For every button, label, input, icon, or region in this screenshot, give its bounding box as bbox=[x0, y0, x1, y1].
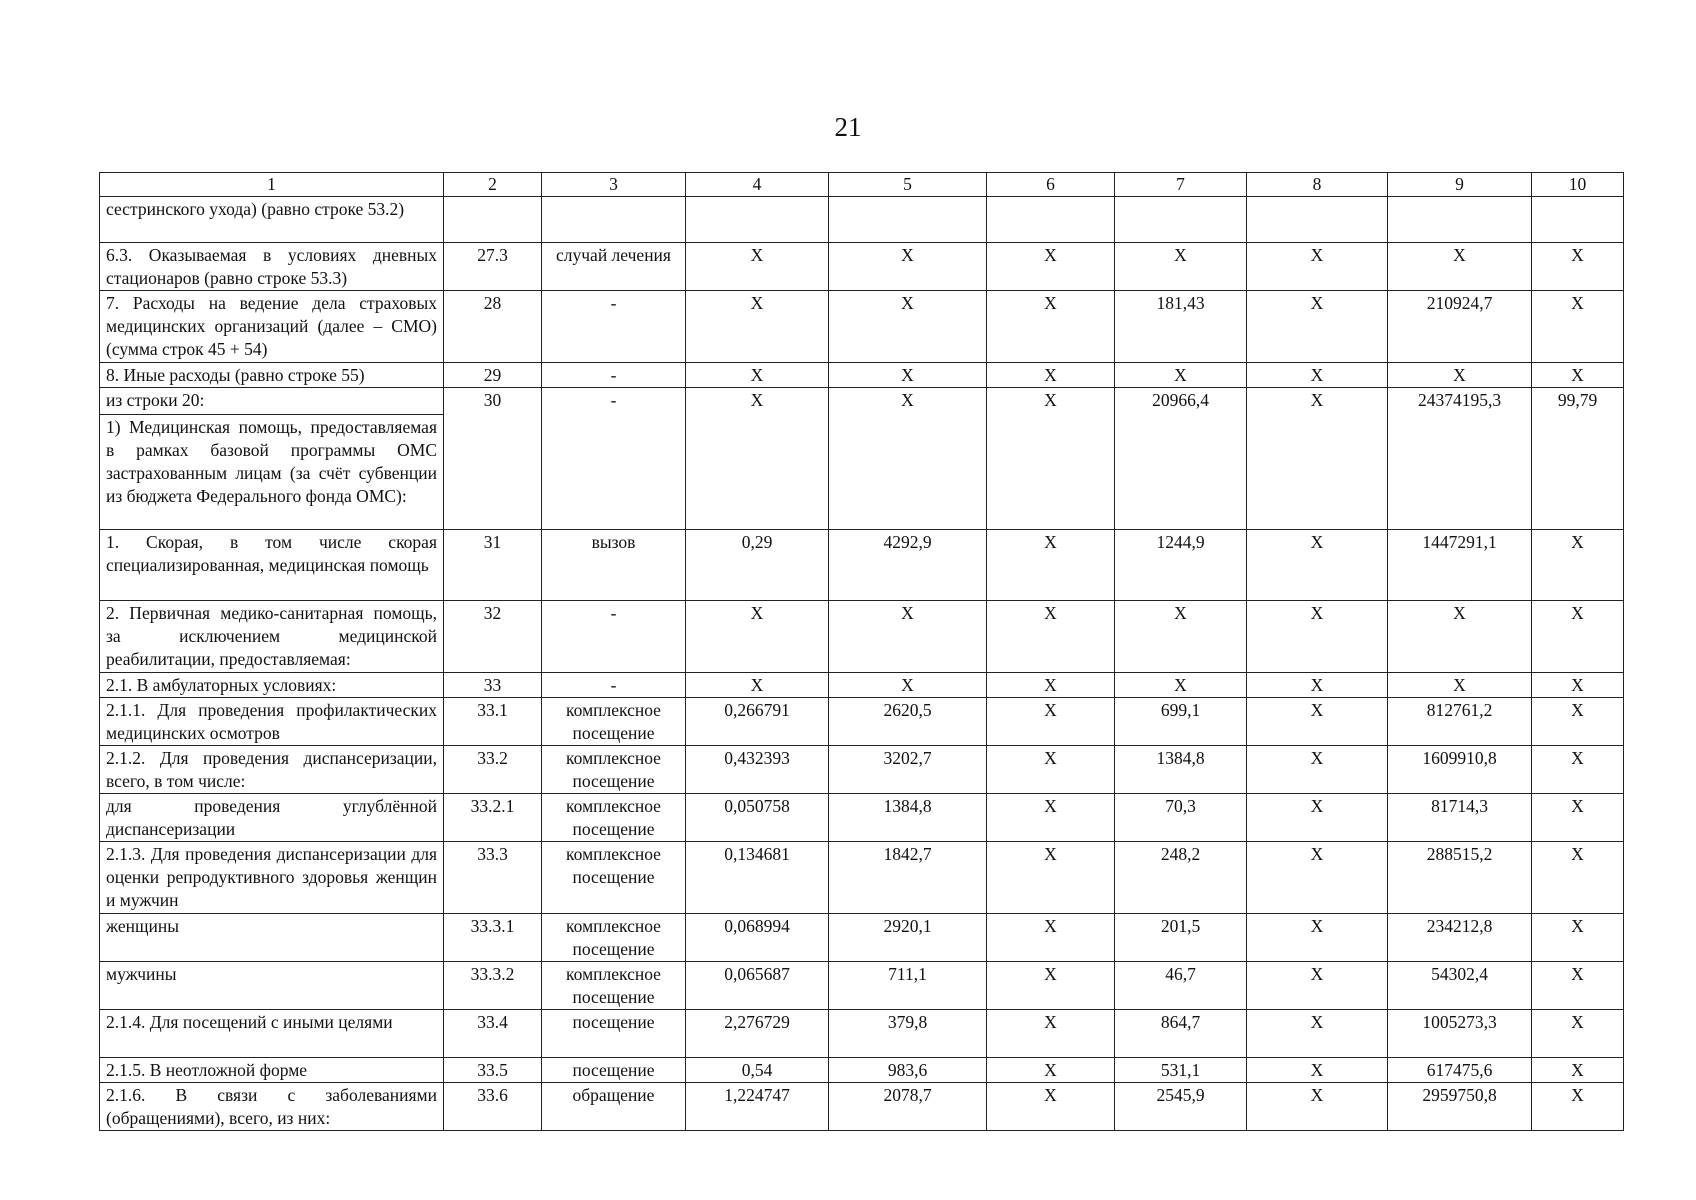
cell-col7: 70,3 bbox=[1115, 794, 1247, 842]
cell-col7: 864,7 bbox=[1115, 1010, 1247, 1058]
cell-col8: X bbox=[1247, 291, 1388, 363]
cell-col7: 46,7 bbox=[1115, 962, 1247, 1010]
row-unit bbox=[542, 197, 686, 243]
cell-col9: 234212,8 bbox=[1388, 914, 1532, 962]
cell-col10: X bbox=[1532, 794, 1624, 842]
cell-col4: 1,224747 bbox=[686, 1083, 829, 1131]
cell-col7 bbox=[1115, 197, 1247, 243]
cell-col4: 0,432393 bbox=[686, 746, 829, 794]
cell-col9: 617475,6 bbox=[1388, 1058, 1532, 1083]
table-row bbox=[100, 363, 1624, 388]
cell-col9: 288515,2 bbox=[1388, 842, 1532, 914]
cell-col9: 812761,2 bbox=[1388, 698, 1532, 746]
row-code: 27.3 bbox=[444, 243, 542, 291]
row-code: 32 bbox=[444, 601, 542, 673]
row-name: 2.1.1. Для проведения профилактических медицинских осмотров bbox=[100, 698, 444, 746]
cell-col4: 0,068994 bbox=[686, 914, 829, 962]
cell-col5: X bbox=[829, 243, 987, 291]
row-name: 7. Расходы на ведение дела страховых медицинских организаций (далее – СМО) (сумма строк 45 + 54) bbox=[100, 291, 444, 363]
cell-col10: 99,79 bbox=[1532, 388, 1624, 530]
column-header: 7 bbox=[1115, 173, 1247, 197]
cell-col10: X bbox=[1532, 1083, 1624, 1131]
cell-col9: 210924,7 bbox=[1388, 291, 1532, 363]
cell-col10: X bbox=[1532, 1010, 1624, 1058]
cell-col5: X bbox=[829, 601, 987, 673]
cell-col8: X bbox=[1247, 746, 1388, 794]
cell-col6 bbox=[987, 197, 1115, 243]
row-code: 33.2 bbox=[444, 746, 542, 794]
row-unit: комплексное посещение bbox=[542, 914, 686, 962]
row-code: 29 bbox=[444, 363, 542, 388]
table-row bbox=[100, 1083, 1624, 1131]
cell-col7: X bbox=[1115, 363, 1247, 388]
row-unit: случай лечения bbox=[542, 243, 686, 291]
row-unit: комплексное посещение bbox=[542, 698, 686, 746]
cell-col5: 2620,5 bbox=[829, 698, 987, 746]
row-code bbox=[444, 197, 542, 243]
row-code: 33.1 bbox=[444, 698, 542, 746]
table-row bbox=[100, 197, 1624, 243]
row-code: 28 bbox=[444, 291, 542, 363]
cell-col10: X bbox=[1532, 962, 1624, 1010]
row-unit: - bbox=[542, 291, 686, 363]
cell-col8: X bbox=[1247, 914, 1388, 962]
row-code: 33.4 bbox=[444, 1010, 542, 1058]
row-unit: комплексное посещение bbox=[542, 746, 686, 794]
table-row bbox=[100, 530, 1624, 601]
cell-col6: X bbox=[987, 1058, 1115, 1083]
cell-col5: 983,6 bbox=[829, 1058, 987, 1083]
row-name: 2.1.4. Для посещений с иными целями bbox=[100, 1010, 444, 1058]
row-name: сестринского ухода) (равно строке 53.2) bbox=[100, 197, 444, 243]
row-unit: вызов bbox=[542, 530, 686, 601]
row-name: 2. Первичная медико-санитарная помощь, за исключением медицинской реабилитации, предоставляемая: bbox=[100, 601, 444, 673]
page-number: 21 bbox=[834, 112, 862, 142]
column-header: 4 bbox=[686, 173, 829, 197]
table-row bbox=[100, 388, 1624, 530]
cell-col10: X bbox=[1532, 842, 1624, 914]
cell-col4: X bbox=[686, 673, 829, 698]
table-row bbox=[100, 673, 1624, 698]
cell-col10: X bbox=[1532, 746, 1624, 794]
row-code: 33.6 bbox=[444, 1083, 542, 1131]
cell-col6: X bbox=[987, 914, 1115, 962]
cell-col5: 1384,8 bbox=[829, 794, 987, 842]
row-name: мужчины bbox=[100, 962, 444, 1010]
cell-col6: X bbox=[987, 746, 1115, 794]
cell-col4 bbox=[686, 197, 829, 243]
table-row bbox=[100, 698, 1624, 746]
cell-col5: 4292,9 bbox=[829, 530, 987, 601]
row-name: 2.1.6. В связи с заболеваниями (обращениями), всего, из них: bbox=[100, 1083, 444, 1131]
row-name: 2.1.2. Для проведения диспансеризации, всего, в том числе: bbox=[100, 746, 444, 794]
row-unit: - bbox=[542, 601, 686, 673]
cell-col6: X bbox=[987, 530, 1115, 601]
cell-col9: 54302,4 bbox=[1388, 962, 1532, 1010]
row-name: 2.1.3. Для проведения диспансеризации для оценки репродуктивного здоровья женщин и мужчин bbox=[100, 842, 444, 914]
row-code: 33.5 bbox=[444, 1058, 542, 1083]
row-name: 6.3. Оказываемая в условиях дневных стационаров (равно строке 53.3) bbox=[100, 243, 444, 291]
cell-col9: X bbox=[1388, 601, 1532, 673]
header-row bbox=[100, 173, 1624, 197]
cell-col6: X bbox=[987, 962, 1115, 1010]
cell-col8: X bbox=[1247, 601, 1388, 673]
data-table bbox=[99, 172, 1624, 1131]
cell-col9: 81714,3 bbox=[1388, 794, 1532, 842]
row-name: женщины bbox=[100, 914, 444, 962]
cell-col10: X bbox=[1532, 673, 1624, 698]
cell-col4: 0,54 bbox=[686, 1058, 829, 1083]
cell-col8 bbox=[1247, 197, 1388, 243]
row-name: для проведения углублённой диспансеризации bbox=[100, 794, 444, 842]
row-code: 33.3.2 bbox=[444, 962, 542, 1010]
row-name: 8. Иные расходы (равно строке 55) bbox=[100, 363, 444, 388]
cell-col5: 2920,1 bbox=[829, 914, 987, 962]
cell-col10: X bbox=[1532, 530, 1624, 601]
table-row bbox=[100, 914, 1624, 962]
row-code: 33.3 bbox=[444, 842, 542, 914]
cell-col7: 699,1 bbox=[1115, 698, 1247, 746]
cell-col6: X bbox=[987, 291, 1115, 363]
cell-col5: X bbox=[829, 388, 987, 530]
row-name: 1. Скорая, в том числе скорая специализированная, медицинская помощь bbox=[100, 530, 444, 601]
cell-col7: 20966,4 bbox=[1115, 388, 1247, 530]
cell-col8: X bbox=[1247, 794, 1388, 842]
cell-col9: X bbox=[1388, 243, 1532, 291]
cell-col6: X bbox=[987, 698, 1115, 746]
cell-col6: X bbox=[987, 842, 1115, 914]
cell-col5: 379,8 bbox=[829, 1010, 987, 1058]
cell-col8: X bbox=[1247, 962, 1388, 1010]
row-unit: - bbox=[542, 363, 686, 388]
cell-col4: X bbox=[686, 388, 829, 530]
column-header: 8 bbox=[1247, 173, 1388, 197]
table-row bbox=[100, 962, 1624, 1010]
cell-col4: 0,050758 bbox=[686, 794, 829, 842]
cell-col4: 2,276729 bbox=[686, 1010, 829, 1058]
row-code: 33.2.1 bbox=[444, 794, 542, 842]
cell-col6: X bbox=[987, 601, 1115, 673]
cell-col9 bbox=[1388, 197, 1532, 243]
cell-col6: X bbox=[987, 794, 1115, 842]
cell-col5: 3202,7 bbox=[829, 746, 987, 794]
cell-col6: X bbox=[987, 388, 1115, 530]
row-unit: комплексное посещение bbox=[542, 842, 686, 914]
column-header: 6 bbox=[987, 173, 1115, 197]
table-row bbox=[100, 243, 1624, 291]
cell-col6: X bbox=[987, 1010, 1115, 1058]
cell-col4: X bbox=[686, 363, 829, 388]
cell-col10: X bbox=[1532, 291, 1624, 363]
table-row bbox=[100, 842, 1624, 914]
cell-col4: X bbox=[686, 243, 829, 291]
cell-col6: X bbox=[987, 243, 1115, 291]
cell-col8: X bbox=[1247, 673, 1388, 698]
cell-col6: X bbox=[987, 1083, 1115, 1131]
table-row bbox=[100, 601, 1624, 673]
row-name: 2.1. В амбулаторных условиях: bbox=[100, 673, 444, 698]
cell-col7: 531,1 bbox=[1115, 1058, 1247, 1083]
cell-col4: 0,29 bbox=[686, 530, 829, 601]
cell-col8: X bbox=[1247, 842, 1388, 914]
cell-col4: X bbox=[686, 601, 829, 673]
cell-col7: 1384,8 bbox=[1115, 746, 1247, 794]
cell-col10: X bbox=[1532, 698, 1624, 746]
cell-col9: 1447291,1 bbox=[1388, 530, 1532, 601]
row-unit: обращение bbox=[542, 1083, 686, 1131]
row-unit: комплексное посещение bbox=[542, 962, 686, 1010]
cell-col10: X bbox=[1532, 363, 1624, 388]
cell-col6: X bbox=[987, 363, 1115, 388]
cell-col4: 0,266791 bbox=[686, 698, 829, 746]
column-header: 1 bbox=[100, 173, 444, 197]
row-code: 31 bbox=[444, 530, 542, 601]
cell-col5: X bbox=[829, 363, 987, 388]
cell-col10 bbox=[1532, 197, 1624, 243]
cell-col5: 711,1 bbox=[829, 962, 987, 1010]
table-row bbox=[100, 1058, 1624, 1083]
cell-col10: X bbox=[1532, 601, 1624, 673]
cell-col4: 0,134681 bbox=[686, 842, 829, 914]
cell-col4: X bbox=[686, 291, 829, 363]
row-code: 33 bbox=[444, 673, 542, 698]
cell-col9: 1609910,8 bbox=[1388, 746, 1532, 794]
row-unit: посещение bbox=[542, 1058, 686, 1083]
cell-col8: X bbox=[1247, 698, 1388, 746]
cell-col4: 0,065687 bbox=[686, 962, 829, 1010]
cell-col7: X bbox=[1115, 601, 1247, 673]
cell-col10: X bbox=[1532, 243, 1624, 291]
row-unit: - bbox=[542, 388, 686, 530]
row-name: 2.1.5. В неотложной форме bbox=[100, 1058, 444, 1083]
cell-col6: X bbox=[987, 673, 1115, 698]
cell-col5: 1842,7 bbox=[829, 842, 987, 914]
cell-col9: X bbox=[1388, 673, 1532, 698]
column-header: 3 bbox=[542, 173, 686, 197]
column-header: 9 bbox=[1388, 173, 1532, 197]
cell-col7: 248,2 bbox=[1115, 842, 1247, 914]
cell-col9: 2959750,8 bbox=[1388, 1083, 1532, 1131]
cell-col5: X bbox=[829, 673, 987, 698]
cell-col8: X bbox=[1247, 388, 1388, 530]
cell-col7: X bbox=[1115, 243, 1247, 291]
cell-col8: X bbox=[1247, 1010, 1388, 1058]
row-name: из строки 20: bbox=[106, 390, 205, 410]
row-unit: комплексное посещение bbox=[542, 794, 686, 842]
cell-col5 bbox=[829, 197, 987, 243]
cell-col8: X bbox=[1247, 530, 1388, 601]
cell-col7: 2545,9 bbox=[1115, 1083, 1247, 1131]
row-name-subheading: 1) Медицинская помощь, предоставляемая в рамках базовой программы ОМС застрахованным лицам (за счёт субвенции из бюджета Федерального фонда ОМС): bbox=[100, 414, 443, 508]
cell-col5: X bbox=[829, 291, 987, 363]
cell-col9: 24374195,3 bbox=[1388, 388, 1532, 530]
cell-col10: X bbox=[1532, 1058, 1624, 1083]
cell-col7: 1244,9 bbox=[1115, 530, 1247, 601]
cell-col9: X bbox=[1388, 363, 1532, 388]
row-code: 30 bbox=[444, 388, 542, 530]
table-row bbox=[100, 1010, 1624, 1058]
cell-col7: 181,43 bbox=[1115, 291, 1247, 363]
cell-col8: X bbox=[1247, 1083, 1388, 1131]
column-header: 2 bbox=[444, 173, 542, 197]
cell-col7: 201,5 bbox=[1115, 914, 1247, 962]
cell-col7: X bbox=[1115, 673, 1247, 698]
column-header: 10 bbox=[1532, 173, 1624, 197]
table-row bbox=[100, 794, 1624, 842]
row-unit: - bbox=[542, 673, 686, 698]
cell-col8: X bbox=[1247, 243, 1388, 291]
cell-col9: 1005273,3 bbox=[1388, 1010, 1532, 1058]
row-code: 33.3.1 bbox=[444, 914, 542, 962]
table-row bbox=[100, 291, 1624, 363]
row-unit: посещение bbox=[542, 1010, 686, 1058]
column-header: 5 bbox=[829, 173, 987, 197]
cell-col5: 2078,7 bbox=[829, 1083, 987, 1131]
row-name-group bbox=[100, 388, 444, 530]
cell-col10: X bbox=[1532, 914, 1624, 962]
cell-col8: X bbox=[1247, 363, 1388, 388]
cell-col8: X bbox=[1247, 1058, 1388, 1083]
table-row bbox=[100, 746, 1624, 794]
